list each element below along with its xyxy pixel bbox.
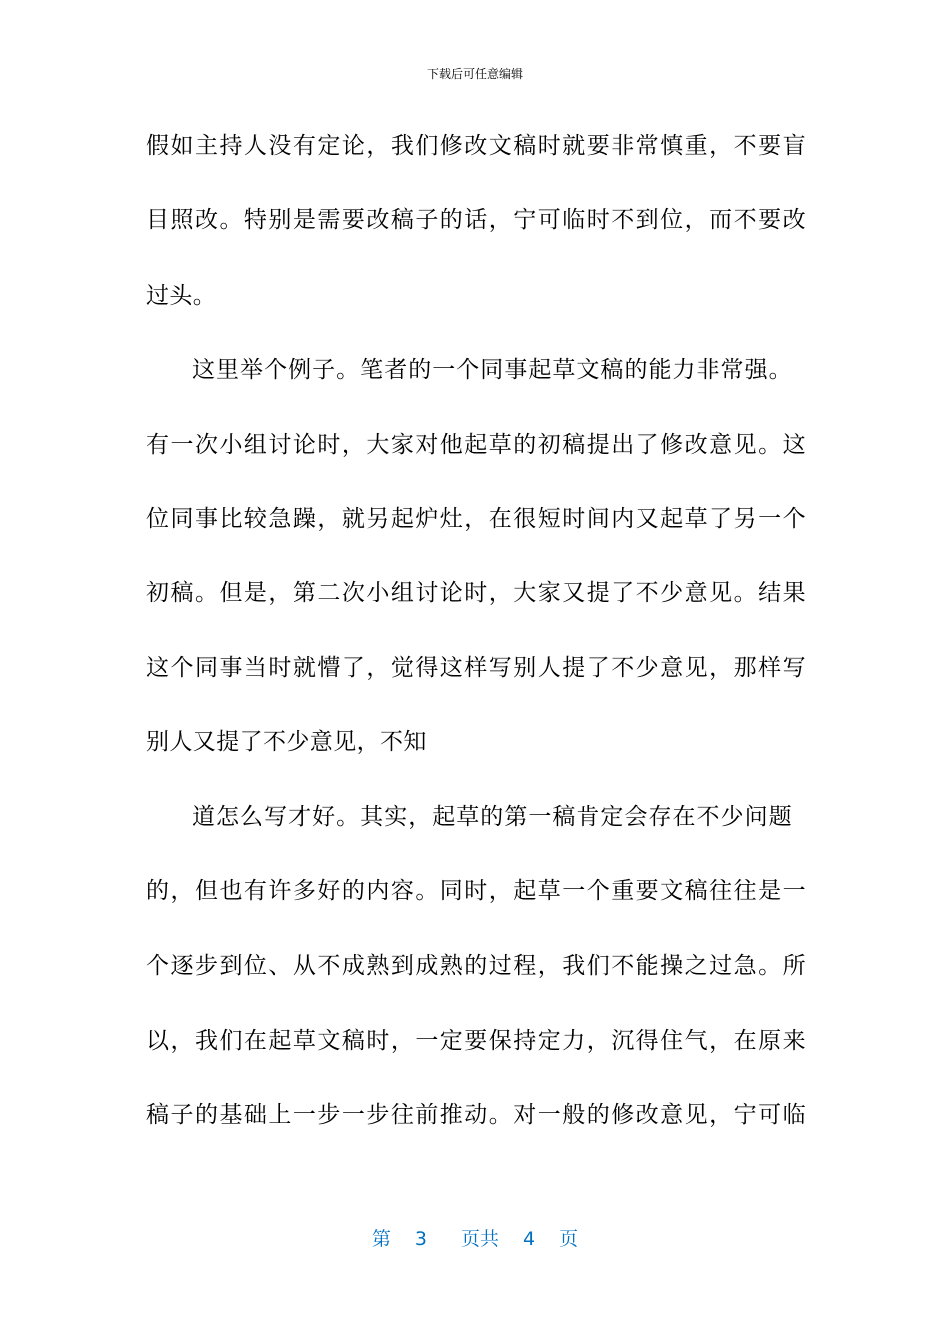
footer-suffix: 页 [559,1228,579,1250]
paragraph-2-line-1: 这里举个例子。笔者的一个同事起草文稿的能力非常强。 [192,357,792,383]
paragraph-3-line-1: 道怎么写才好。其实，起草的第一稿肯定会存在不少问题 [192,804,792,830]
paragraph-2-line-6: 别人又提了不少意见，不知 [146,729,427,755]
paragraph-2-line-5: 这个同事当时就懵了，觉得这样写别人提了不少意见，那样写 [146,655,806,681]
footer-middle: 页共 [460,1228,499,1250]
total-page-number: 4 [523,1228,536,1250]
paragraph-3-line-5: 稿子的基础上一步一步往前推动。对一般的修改意见，宁可临 [146,1102,806,1128]
paragraph-1-line-2: 目照改。特别是需要改稿子的话，宁可临时不到位，而不要改 [146,207,806,233]
paragraph-2-line-4: 初稿。但是，第二次小组讨论时，大家又提了不少意见。结果 [146,580,806,606]
paragraph-1-line-1: 假如主持人没有定论，我们修改文稿时就要非常慎重，不要盲 [146,133,806,159]
current-page-number: 3 [414,1228,427,1250]
paragraph-2-line-2: 有一次小组讨论时，大家对他起草的初稿提出了修改意见。这 [146,432,806,458]
paragraph-2-line-3: 位同事比较急躁，就另起炉灶，在很短时间内又起草了另一个 [146,506,806,532]
paragraph-1-line-3: 过头。 [146,283,217,309]
footer-prefix: 第 [371,1228,391,1250]
paragraph-3-line-3: 个逐步到位、从不成熟到成熟的过程，我们不能操之过急。所 [146,953,806,979]
paragraph-3-line-4: 以，我们在起草文稿时，一定要保持定力，沉得住气，在原来 [146,1028,806,1054]
page-footer [0,1226,950,1252]
page-header: 下载后可任意编辑 [426,67,523,81]
paragraph-3-line-2: 的，但也有许多好的内容。同时，起草一个重要文稿往往是一 [146,878,806,904]
